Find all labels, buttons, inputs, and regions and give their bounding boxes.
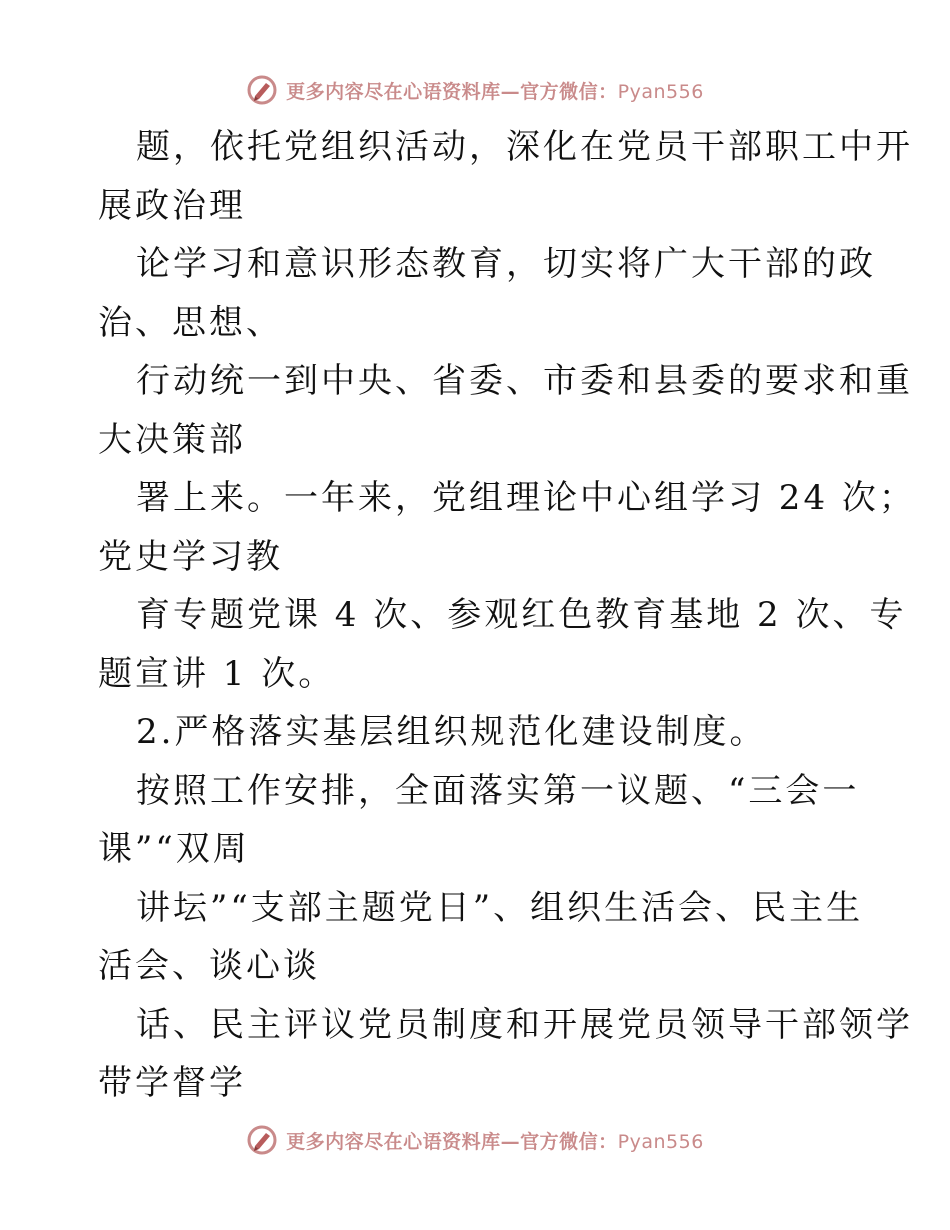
header-watermark: [0, 70, 950, 110]
paragraph: [98, 352, 913, 469]
paragraph: [98, 469, 916, 586]
paragraph-continuation: 展政治理: [98, 185, 246, 226]
paragraph: [98, 762, 858, 879]
paragraph: [98, 586, 907, 703]
paragraph-continuation: 带学督学: [98, 1063, 246, 1103]
paragraph: [98, 235, 876, 352]
paragraph-first-line: 行动统一到中央、省委、市委和县委的要求和重: [136, 361, 913, 401]
section-heading: [98, 703, 858, 762]
paragraph-first-line: 论学习和意识形态教育，切实将广大干部的政: [136, 244, 876, 284]
paragraph: [98, 879, 864, 996]
document-body: [98, 118, 916, 1113]
watermark-text: 更多内容尽在心语资料库—官方微信：Pyan556: [286, 1130, 704, 1153]
paragraph: [98, 996, 913, 1113]
paragraph-first-line: 署上来。一年来，党组理论中心组学习 24 次；: [136, 478, 916, 518]
paragraph-continuation: 治、思想、: [98, 302, 283, 343]
paragraph-first-line: 讲坛”“支部主题党日”、组织生活会、民主生: [136, 887, 864, 928]
paragraph-continuation: 题宣讲 1 次。: [98, 653, 336, 694]
paragraph-first-line: 育专题党课 4 次、参观红色教育基地 2 次、专: [136, 595, 907, 635]
paragraph-continuation: 课”“双周: [98, 829, 250, 869]
paragraph-first-line: 题，依托党组织活动，深化在党员干部职工中开: [136, 127, 913, 167]
paragraph-continuation: 党史学习教: [98, 536, 283, 577]
paragraph-continuation: 大决策部: [98, 419, 246, 460]
watermark-text: 更多内容尽在心语资料库—官方微信：Pyan556: [286, 80, 704, 103]
paragraph-first-line: 按照工作安排，全面落实第一议题、“三会一: [136, 770, 860, 811]
paragraph: [98, 118, 913, 235]
paragraph-continuation: 活会、谈心谈: [98, 946, 320, 986]
watermark-logo-icon: [246, 74, 278, 106]
footer-watermark: [0, 1120, 950, 1160]
paragraph-first-line: 2.严格落实基层组织规范化建设制度。: [136, 712, 767, 752]
watermark-logo-icon: [246, 1124, 278, 1156]
paragraph-first-line: 话、民主评议党员制度和开展党员领导干部领学: [136, 1004, 913, 1045]
